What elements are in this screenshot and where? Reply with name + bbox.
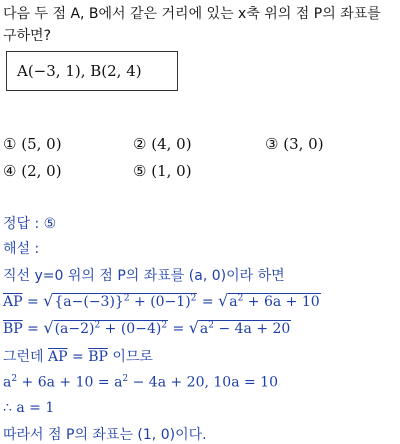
- ap-expr-2: + (0−1): [129, 294, 191, 310]
- bp-expr-3: a: [199, 321, 209, 337]
- ap-expr-1: {a−(−3)}: [54, 294, 124, 310]
- given-points-box: [6, 51, 178, 91]
- step2-suffix: 이므로: [112, 349, 153, 365]
- choice-4-text: (2, 0): [21, 162, 62, 180]
- choice-3-number: ③: [265, 135, 279, 153]
- ap-expr-3: a: [229, 294, 238, 310]
- choice-1[interactable]: [3, 135, 62, 153]
- step2-prefix: 그런데: [3, 349, 44, 365]
- ap-equation: $\overline{AP} = √\{a-(-3)\}^2 + (0-1)^2 = √a^2 + 6a + 10$: [3, 291, 320, 310]
- choice-2-number: ②: [133, 135, 147, 153]
- eq-b: + 6a + 10 =: [17, 374, 115, 391]
- eq-a2: a: [114, 374, 123, 391]
- bp-expr-1: (a−2): [54, 321, 95, 337]
- step2-ap: $\overline{AP}$: [48, 349, 68, 365]
- solution-step-2: [3, 346, 153, 366]
- choice-1-text: (5, 0): [21, 135, 62, 153]
- choice-2-text: (4, 0): [151, 135, 192, 153]
- choice-1-number: ①: [3, 135, 17, 153]
- choice-3-text: (3, 0): [283, 135, 324, 153]
- bp-root-1: $√(a-2)^2 + (0-4)^2$: [43, 318, 168, 337]
- eq-d: − 4a + 20, 10a = 10: [128, 374, 278, 391]
- given-points-text: A(−3, 1), B(2, 4): [17, 62, 142, 80]
- problem-text-line-2: 구하면?: [3, 28, 52, 44]
- conclusion-line: 따라서 점 P의 좌표는 (1, 0)이다.: [3, 427, 207, 443]
- choice-2[interactable]: [133, 135, 192, 153]
- step2-eq: =: [67, 349, 89, 365]
- bp-expr-2: + (0−4): [100, 321, 162, 337]
- bp-segment-label: $\overline{BP}$: [3, 321, 23, 337]
- result-line: ∴ a = 1: [3, 400, 55, 416]
- choice-4[interactable]: [3, 162, 62, 180]
- answer-line: 정답 : ⑤: [3, 216, 57, 232]
- eq-a1: a: [3, 374, 12, 391]
- choice-5-text: (1, 0): [151, 162, 192, 180]
- equation-line: $a^2 + 6a + 10 = a^2 - 4a + 20$, 10a = 10: [3, 374, 278, 391]
- choice-3[interactable]: [265, 135, 324, 153]
- problem-text-line-1: 다음 두 점 A, B에서 같은 거리에 있는 x축 위의 점 P의 좌표를: [3, 6, 381, 22]
- ap-segment-label: $\overline{AP}$: [3, 294, 23, 310]
- ap-root-1: $√\{a-(-3)\}^2 + (0-1)^2$: [43, 291, 197, 310]
- bp-expr-4: − 4a + 20: [214, 321, 291, 337]
- bp-equation: $\overline{BP} = √(a-2)^2 + (0-4)^2 = √a^2 - 4a + 20$: [3, 318, 291, 337]
- step2-bp: $\overline{BP}$: [88, 349, 108, 365]
- solution-step-1: 직선 y=0 위의 점 P의 좌표를 (a, 0)이라 하면: [3, 268, 285, 284]
- ap-root-2: $√a^2 + 6a + 10$: [218, 291, 320, 310]
- explanation-label: 해설 :: [3, 241, 40, 257]
- choice-5[interactable]: [133, 162, 192, 180]
- ap-expr-4: + 6a + 10: [243, 294, 320, 310]
- choice-5-number: ⑤: [133, 162, 147, 180]
- choice-4-number: ④: [3, 162, 17, 180]
- bp-root-2: $√a^2 - 4a + 20$: [188, 318, 291, 337]
